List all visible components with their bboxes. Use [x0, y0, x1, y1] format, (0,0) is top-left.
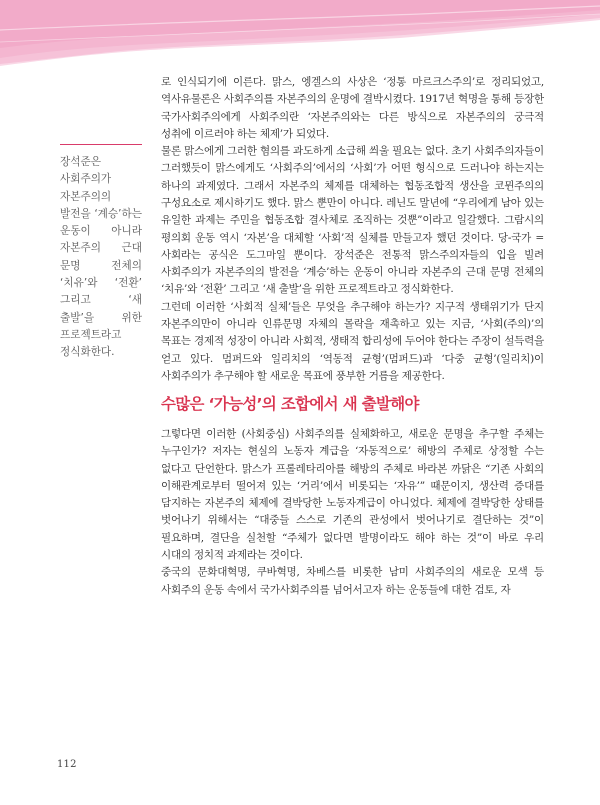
body-paragraph: 그렇다면 이러한 (사회중심) 사회주의를 실체화하고, 새로운 문명을 추구할 주체는 누구인가? 저자는 현실의 노동자 계급을 ‘자동적으로’ 해방의 주체로 상정할 수는 없다고 단언한다. 맑스가 프롤레타리아를 해방의 주체로 바라본 까닭은 “기존 사회의 이해관계로부터 떨어져 있는 ‘거리’에서 비롯되는 ‘자유’” 때문이지, 생산력 증대를 담지하는 자본주의 체제에 결박당한 노동자계급이 아니었다. 체제에 결박당한 상태를 벗어나기 위해서는 “대중들 스스로 기존의 관성에서 벗어나기로 결단하는 것”이 필요하며, 결단을 실천할 “주체가 없다면 발명이라도 해야 하는 것”이 바로 우리 시대의 정치적 과제라는 것이다.	[161, 428, 544, 562]
body-paragraph: 그런데 이러한 ‘사회적 실체’들은 무엇을 추구해야 하는가? 지구적 생태위기가 단지 자본주의만이 아니라 인류문명 자체의 몰락을 재촉하고 있는 지금, ‘사회(주의)’의 목표는 경제적 성장이 아니라 사회적, 생태적 합리성에 두어야 한다는 주장이 설득력을 얻고 있다. 멈퍼드와 일리치의 ‘역동적 균형’(멈퍼드)과 ‘다중 균형’(일리치)이 사회주의가 추구해야 할 새로운 목표에 풍부한 거름을 제공한다.	[161, 300, 544, 382]
body-paragraph: 물론 맑스에게 그러한 혐의를 과도하게 소급해 씌울 필요는 없다. 초기 사회주의자들이 그러했듯이 맑스에게도 ‘사회주의’에서의 ‘사회’가 어떤 형식으로 드러나야 하는지는 하나의 과제였다. 그래서 자본주의 체제를 대체하는 협동조합적 생산을 코뮌주의의 구성요소로 제시하기도 했다. 맑스 뿐만이 아니다. 레닌도 말년에 “우리에게 남아 있는 유일한 과제는 주민을 협동조합 결사체로 조직하는 것뿐”이라고 일갈했다. 그람시의 평의회 운동 역시 ‘자본’을 대체할 ‘사회’적 실체를 만들고자 했던 것이다. 당-국가 = 사회라는 공식은 도그마일 뿐이다. 장석준은 전통적 맑스주의자들의 입을 빌려 사회주의가 자본주의의 발전을 ‘계승’하는 운동이 아니라 자본주의 근대 문명 전체의 ‘치유’와 ‘전환’ 그리고 ‘새 출발’을 위한 프로젝트라고 정식화한다.	[161, 145, 544, 296]
body-paragraph: 로 인식되기에 이른다. 맑스, 엥겔스의 사상은 ‘정통 마르크스주의’로 정리되었고, 역사유물론은 사회주의를 자본주의의 운명에 결박시켰다. 1917년 혁명을 통해 등장한 국가사회주의에게 사회주의란 ‘자본주의와는 다른 방식으로 자본주의의 궁극적 성취에 이르러야 하는 체제’가 되었다.	[161, 76, 544, 140]
page-number: 112	[57, 759, 77, 770]
pink-brush-stroke-banner	[0, 0, 600, 80]
article-body	[161, 74, 544, 599]
body-paragraph: 중국의 문화대혁명, 쿠바혁명, 차베스를 비롯한 남미 사회주의의 새로운 모색 등 사회주의 운동 속에서 국가사회주의를 넘어서고자 하는 운동들에 대한 검토, 자	[161, 566, 544, 596]
sidebar-pullquote: 장석준은 사회주의가 자본주의의 발전을 ‘계승’하는 운동이 아니라 자본주의 근대 문명 전체의 ‘치유’와 ‘전환’ 그리고 ‘새 출발’을 위한 프로젝트라고 정식화한다.	[60, 144, 142, 362]
section-heading: 수많은 ‘가능성’의 조합에서 새 출발해야	[161, 395, 419, 414]
